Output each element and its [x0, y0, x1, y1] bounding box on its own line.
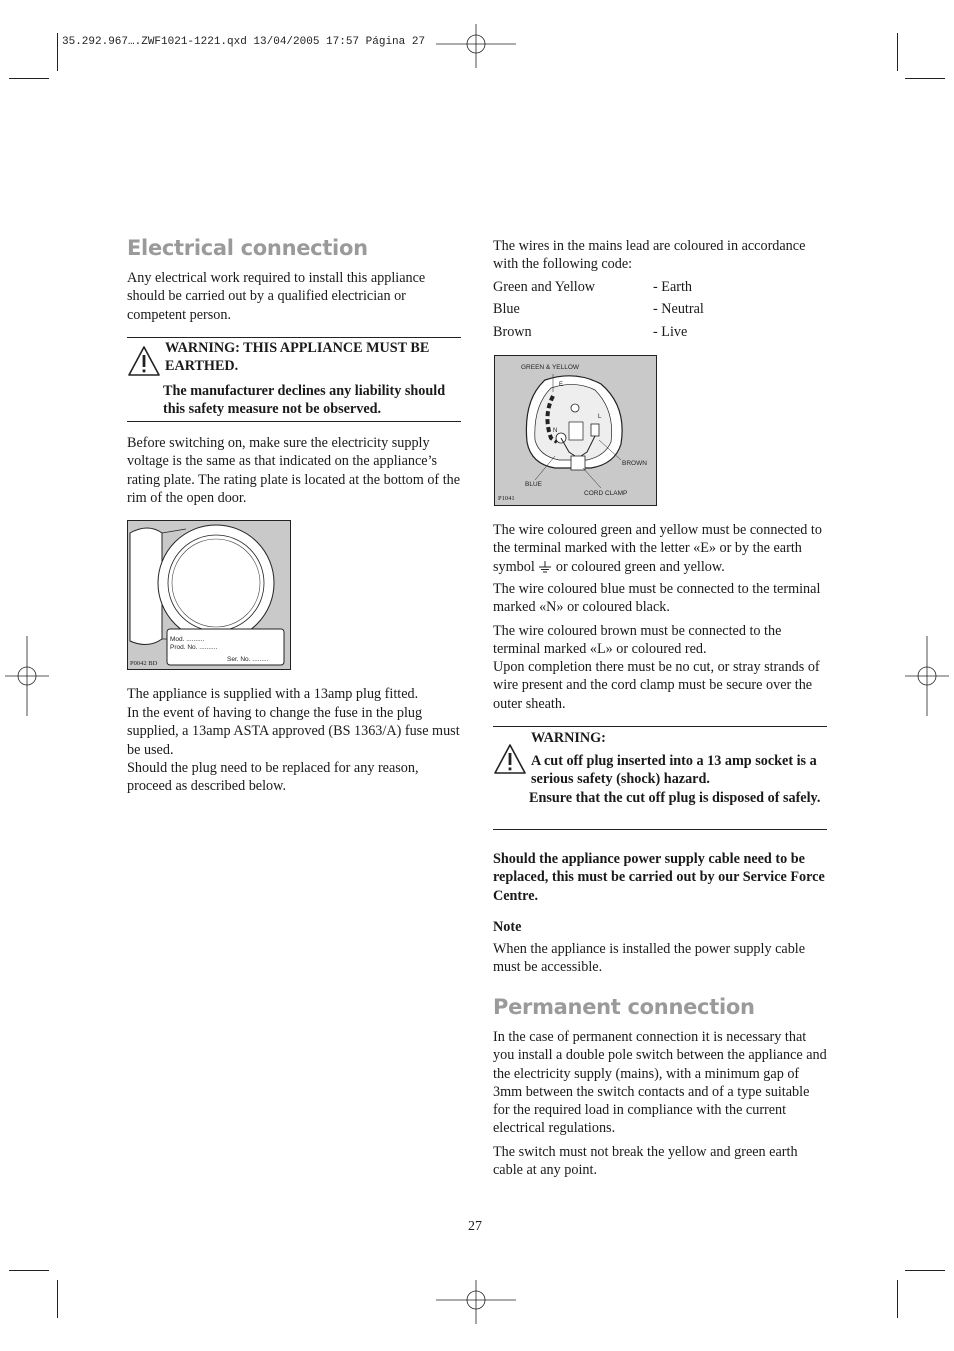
wires-intro: The wires in the mains lead are coloured in accordance with the following code: [493, 238, 806, 273]
figure-code-p1041: P1041 [498, 495, 515, 502]
code-colour-brown: Brown [493, 324, 532, 340]
green-yellow-text-part-a: The wire coloured green and yellow must be connected to the terminal marked with the letter «E» or by the earth symbol [493, 522, 822, 575]
permanent-p1: In the case of permanent connection it is necessary that you install a double pole switch between the appliance and the electricity supply (mains), with a minimum gap of 3mm between the switch contacts and of a type suitable for the required load in compliance with the current electrical regulations. [493, 1029, 827, 1137]
before-switching-text: Before switching on, make sure the electricity supply voltage is the same as that indicated on the appliance’s rating plate. The rating plate is located at the bottom of the rim of the open door. [127, 435, 461, 506]
warning-top-rule [127, 337, 461, 338]
warning-earthed-text: WARNING: THIS APPLIANCE MUST BE EARTHED. [165, 340, 430, 375]
terminal-label-n: N [553, 428, 558, 434]
registration-mark-bottom [436, 1280, 516, 1324]
warning2-top-rule [493, 726, 827, 727]
blue-wire-text: The wire coloured blue must be connected to the terminal marked «N» or coloured black. [493, 581, 821, 616]
code-meaning-live: - Live [653, 324, 688, 340]
label-cord-clamp: CORD CLAMP [584, 490, 628, 497]
earth-symbol-icon [538, 561, 552, 573]
warning2-triangle-icon [493, 743, 527, 775]
warning-bottom-rule [127, 421, 461, 422]
plug-replace-text: Should the plug need to be replaced for any reason, proceed as described below. [127, 760, 419, 795]
label-blue: BLUE [525, 481, 542, 488]
warning-triangle-icon [127, 345, 161, 377]
label-brown: BROWN [622, 460, 647, 467]
note-text: When the appliance is installed the power supply cable must be accessible. [493, 941, 806, 976]
file-header: 35.292.967….ZWF1021-1221.qxd 13/04/2005 17:57 Página 27 [62, 36, 426, 48]
registration-mark-right [905, 636, 949, 716]
fuse-text: In the event of having to change the fuse in the plug supplied, a 13amp ASTA approved (BS 1363/A) fuse must be used. [127, 705, 460, 758]
label-green-yellow: GREEN & YELLOW [521, 364, 580, 371]
code-meaning-earth: - Earth [653, 279, 692, 295]
brown-wire-text: The wire coloured brown must be connected to the terminal marked «L» or coloured red. [493, 623, 782, 658]
rating-plate-figure [127, 520, 291, 670]
electrical-connection-title: Electrical connection [127, 236, 368, 260]
warning2-line1: A cut off plug inserted into a 13 amp socket is a serious safety (shock) hazard. [531, 753, 817, 788]
code-meaning-neutral: - Neutral [653, 301, 704, 317]
completion-text: Upon completion there must be no cut, or stray strands of wire present and the cord clamp must be secure over the outer sheath. [493, 659, 820, 712]
code-colour-green-yellow: Green and Yellow [493, 279, 596, 295]
electrical-intro: Any electrical work required to install this appliance should be carried out by a qualified electrician or competent person. [127, 270, 426, 323]
warning2-line2: Ensure that the cut off plug is disposed of safely. [529, 790, 821, 806]
note-title: Note [493, 919, 522, 935]
service-force-text: Should the appliance power supply cable need to be replaced, this must be carried out by our Service Force Centre. [493, 851, 825, 904]
rating-label-mod: Mod. .......... [170, 636, 205, 643]
rating-label-ser: Ser. No. ......... [227, 656, 269, 663]
warning-liability-text: The manufacturer declines any liability should this safety measure not be observed. [163, 383, 446, 418]
plug-wiring-illustration [495, 356, 656, 505]
figure-code-p0042: P0042 BD [130, 660, 158, 667]
plug-supplied-text: The appliance is supplied with a 13amp plug fitted. [127, 686, 419, 702]
warning2-title: WARNING: [531, 730, 606, 746]
green-yellow-wire-text [493, 521, 827, 576]
rating-label-prod: Prod. No. .......... [170, 644, 218, 651]
code-colour-blue: Blue [493, 301, 520, 317]
page-number: 27 [468, 1219, 482, 1234]
registration-mark-top [436, 24, 516, 68]
terminal-label-l: L [598, 414, 602, 420]
green-yellow-text-part-b: or coloured green and yellow. [555, 558, 725, 575]
permanent-connection-title: Permanent connection [493, 995, 755, 1019]
terminal-label-e: E [559, 382, 564, 388]
plug-wiring-figure [494, 355, 657, 506]
permanent-p2: The switch must not break the yellow and green earth cable at any point. [493, 1144, 798, 1179]
registration-mark-left [5, 636, 49, 716]
warning2-bottom-rule [493, 829, 827, 830]
